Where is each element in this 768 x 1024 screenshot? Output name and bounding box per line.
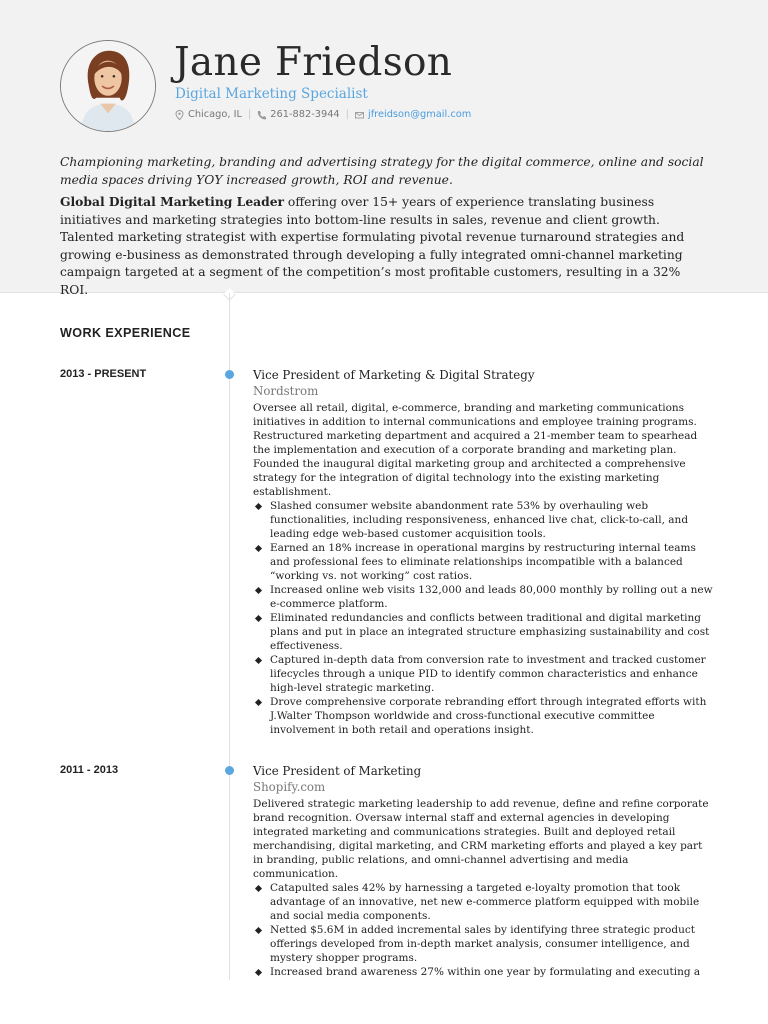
achievement-text: Captured in-depth data from conversion rate to investment and tracked customer lifecycles through a unique PID to identify common characteristics and enhance high-level strategic marketing. bbox=[270, 654, 706, 694]
phone-text: 261-882-3944 bbox=[270, 109, 340, 120]
diamond-bullet-icon bbox=[255, 885, 262, 892]
achievement-item bbox=[253, 881, 713, 923]
phone-icon bbox=[257, 110, 266, 120]
summary-lead: Global Digital Marketing Leader bbox=[60, 194, 285, 209]
job-entry bbox=[253, 763, 713, 979]
diamond-bullet-icon bbox=[255, 615, 262, 622]
diamond-bullet-icon bbox=[255, 969, 262, 976]
contact-info bbox=[175, 109, 471, 120]
achievement-item bbox=[253, 611, 713, 653]
diamond-bullet-icon bbox=[255, 657, 262, 664]
diamond-bullet-icon bbox=[255, 545, 262, 552]
diamond-bullet-icon bbox=[255, 699, 262, 706]
contact-separator: | bbox=[345, 109, 349, 120]
achievement-text: Catapulted sales 42% by harnessing a targeted e-loyalty promotion that took advantage of an innovative, net new e-commerce platform equipped with mobile and social media components. bbox=[270, 882, 700, 922]
achievement-item bbox=[253, 965, 713, 979]
achievement-item bbox=[253, 541, 713, 583]
achievement-text: Earned an 18% increase in operational margins by restructuring internal teams and professional fees to eliminate relationships incompatible with a balanced “working vs. not working” cost ratios. bbox=[270, 542, 696, 582]
job-title: Vice President of Marketing & Digital Strategy bbox=[253, 368, 535, 382]
timeline-line bbox=[229, 293, 230, 980]
resume-header bbox=[0, 0, 768, 297]
summary-body: offering over 15+ years of experience translating business initiatives and marketing strategies into bottom-line results in sales, revenue and client growth. Talented marketing strategist with expertise formulating pivotal revenue turnaround strategies and growing e-business as demonstrated through developing a fully integrated omni-channel marketing campaign targeted at a segment of the competition’s most profitable customers, resulting in a 32% ROI. bbox=[60, 195, 685, 297]
diamond-bullet-icon bbox=[255, 927, 262, 934]
diamond-bullet-icon bbox=[255, 587, 262, 594]
achievement-text: Netted $5.6M in added incremental sales by identifying three strategic product offerings developed from in-depth market analysis, consumer intelligence, and mystery shopper programs. bbox=[270, 924, 695, 964]
achievement-text: Increased online web visits 132,000 and leads 80,000 monthly by rolling out a new e-commerce platform. bbox=[270, 584, 713, 610]
profile-tagline: Championing marketing, branding and advertising strategy for the digital commerce, online and social media spaces driving YOY increased growth, ROI and revenue. bbox=[60, 155, 704, 187]
job-description: Oversee all retail, digital, e-commerce, branding and marketing communications initiatives in addition to internal communications and employee training programs. Restructured marketing department and acquired a 21-member team to spearhead the implementation and execution of a corporate branding and marketing plan. Founded the inaugural digital marketing group and architected a comprehensive strategy for the integration of digital technology into the existing marketing establishment. bbox=[253, 402, 698, 498]
candidate-name: Jane Friedson bbox=[174, 40, 453, 85]
profile-summary bbox=[60, 193, 710, 299]
job-description: Delivered strategic marketing leadership to add revenue, define and refine corporate brand recognition. Oversaw internal staff and external agencies in developing integrated marketing and communications strategies. Built and deployed retail merchandising, digital marketing, and CRM marketing efforts and played a key part in branding, public relations, and omni-channel advertising and media communication. bbox=[253, 798, 709, 880]
map-pin-icon bbox=[175, 110, 184, 120]
job-company: Shopify.com bbox=[253, 780, 326, 794]
job-dates: 2013 - PRESENT bbox=[60, 368, 147, 380]
achievement-text: Drove comprehensive corporate rebranding effort through integrated efforts with J.Walter Thompson worldwide and cross-functional executive committee involvement in both retail and operations insight. bbox=[270, 696, 707, 736]
achievement-text: Increased brand awareness 27% within one year by formulating and executing a bbox=[270, 966, 701, 978]
job-dates: 2011 - 2013 bbox=[60, 764, 119, 776]
achievement-text: Slashed consumer website abandonment rate 53% by overhauling web functionalities, including responsiveness, enhanced live chat, click-to-call, and leading edge web-based customer acquisition tools. bbox=[270, 500, 689, 540]
profile-photo bbox=[60, 40, 156, 132]
job-company: Nordstrom bbox=[253, 384, 319, 398]
job-achievements bbox=[253, 881, 713, 979]
profile-photo-illustration bbox=[61, 41, 155, 131]
timeline-dot bbox=[225, 766, 234, 775]
email-link[interactable]: jfreidson@gmail.com bbox=[367, 109, 472, 120]
envelope-icon bbox=[355, 110, 364, 120]
timeline-dot bbox=[225, 370, 234, 379]
diamond-bullet-icon bbox=[255, 503, 262, 510]
achievement-item bbox=[253, 923, 713, 965]
achievement-item bbox=[253, 653, 713, 695]
location-text: Chicago, IL bbox=[188, 109, 242, 120]
work-experience-heading: WORK EXPERIENCE bbox=[60, 326, 191, 340]
achievement-item bbox=[253, 695, 713, 737]
achievement-item bbox=[253, 583, 713, 611]
job-achievements bbox=[253, 499, 713, 737]
candidate-title: Digital Marketing Specialist bbox=[175, 86, 368, 102]
achievement-text: Eliminated redundancies and conflicts between traditional and digital marketing plans and put in place an integrated structure emphasizing sustainability and cost effectiveness. bbox=[270, 612, 710, 652]
job-entry bbox=[253, 367, 713, 737]
achievement-item bbox=[253, 499, 713, 541]
contact-separator: | bbox=[247, 109, 252, 120]
job-title: Vice President of Marketing bbox=[253, 764, 422, 778]
